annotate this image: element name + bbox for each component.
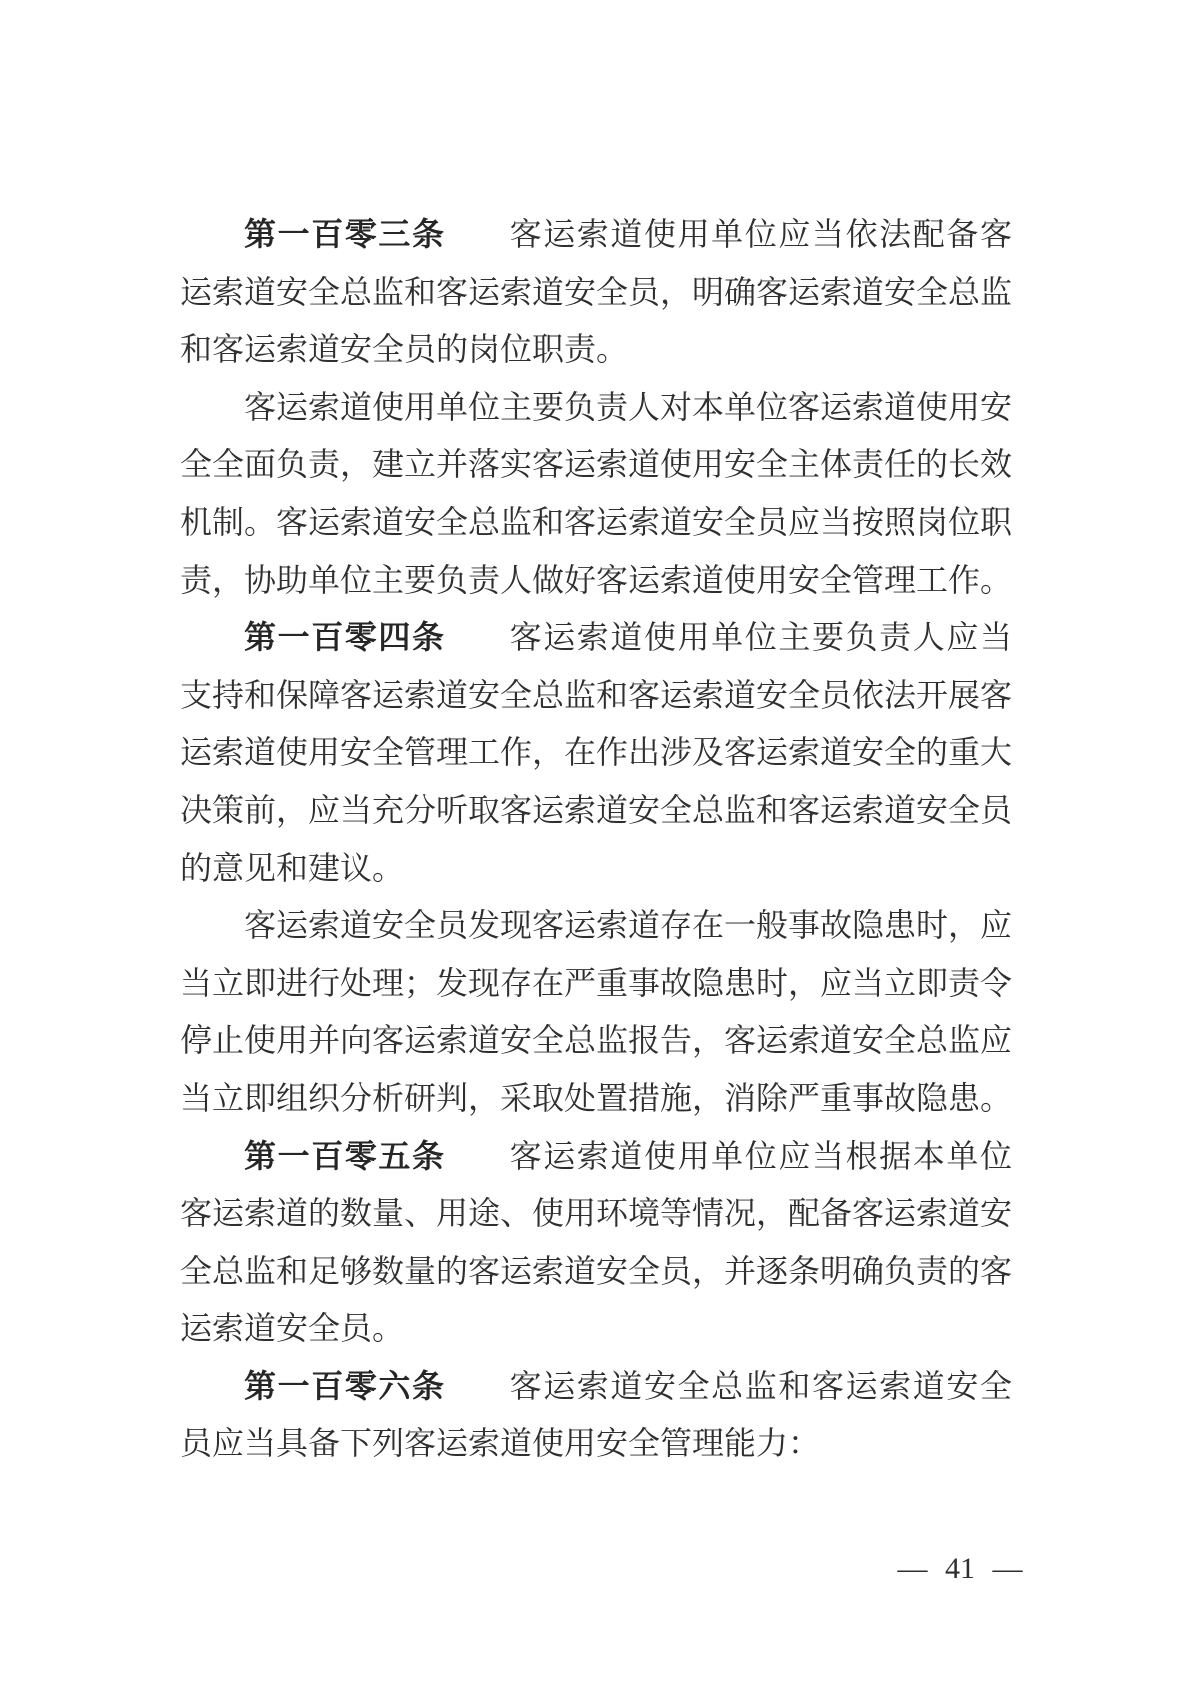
paragraph-text: 客运索道使用单位应当根据本单位客运索道的数量、用途、使用环境等情况，配备客运索道安全总监和足够数量的客运索道安全员，并逐条明确负责的客运索道安全员。 <box>180 1137 1013 1347</box>
article-number: 第一百零三条 <box>244 216 446 252</box>
paragraph-text: 客运索道使用单位主要负责人应当支持和保障客运索道安全总监和客运索道安全员依法开展客运索道使用安全管理工作，在作出涉及客运索道安全的重大决策前，应当充分听取客运索道安全总监和客运索道安全员的意见和建议。 <box>180 619 1013 886</box>
paragraph-text: 客运索道使用单位主要负责人对本单位客运索道使用安全全面负责，建立并落实客运索道使用安全主体责任的长效机制。客运索道安全总监和客运索道安全员应当按照岗位职责，协助单位主要负责人做好客运索道使用安全管理工作。 <box>180 388 1013 598</box>
page-number: — 41 — <box>897 1552 1023 1585</box>
paragraph-text: 客运索道安全员发现客运索道存在一般事故隐患时，应当立即进行处理；发现存在严重事故隐患时，应当立即责令停止使用并向客运索道安全总监报告，客运索道安全总监应当立即组织分析研判，采取处置措施，消除严重事故隐患。 <box>180 907 1013 1116</box>
article-number: 第一百零五条 <box>244 1137 446 1174</box>
article-number: 第一百零六条 <box>244 1367 446 1404</box>
paragraph <box>180 1358 1012 1473</box>
paragraph <box>180 609 1012 897</box>
paragraph <box>180 379 1012 609</box>
paragraph <box>180 1128 1012 1358</box>
paragraph <box>180 206 1012 379</box>
paragraph-text: 客运索道使用单位应当依法配备客运索道安全总监和客运索道安全员，明确客运索道安全总监和客运索道安全员的岗位职责。 <box>180 216 1013 368</box>
paragraph-text: 客运索道安全总监和客运索道安全员应当具备下列客运索道使用安全管理能力： <box>180 1367 1012 1462</box>
document-text-block <box>180 206 1012 1473</box>
paragraph <box>180 897 1012 1127</box>
article-number: 第一百零四条 <box>244 619 446 656</box>
